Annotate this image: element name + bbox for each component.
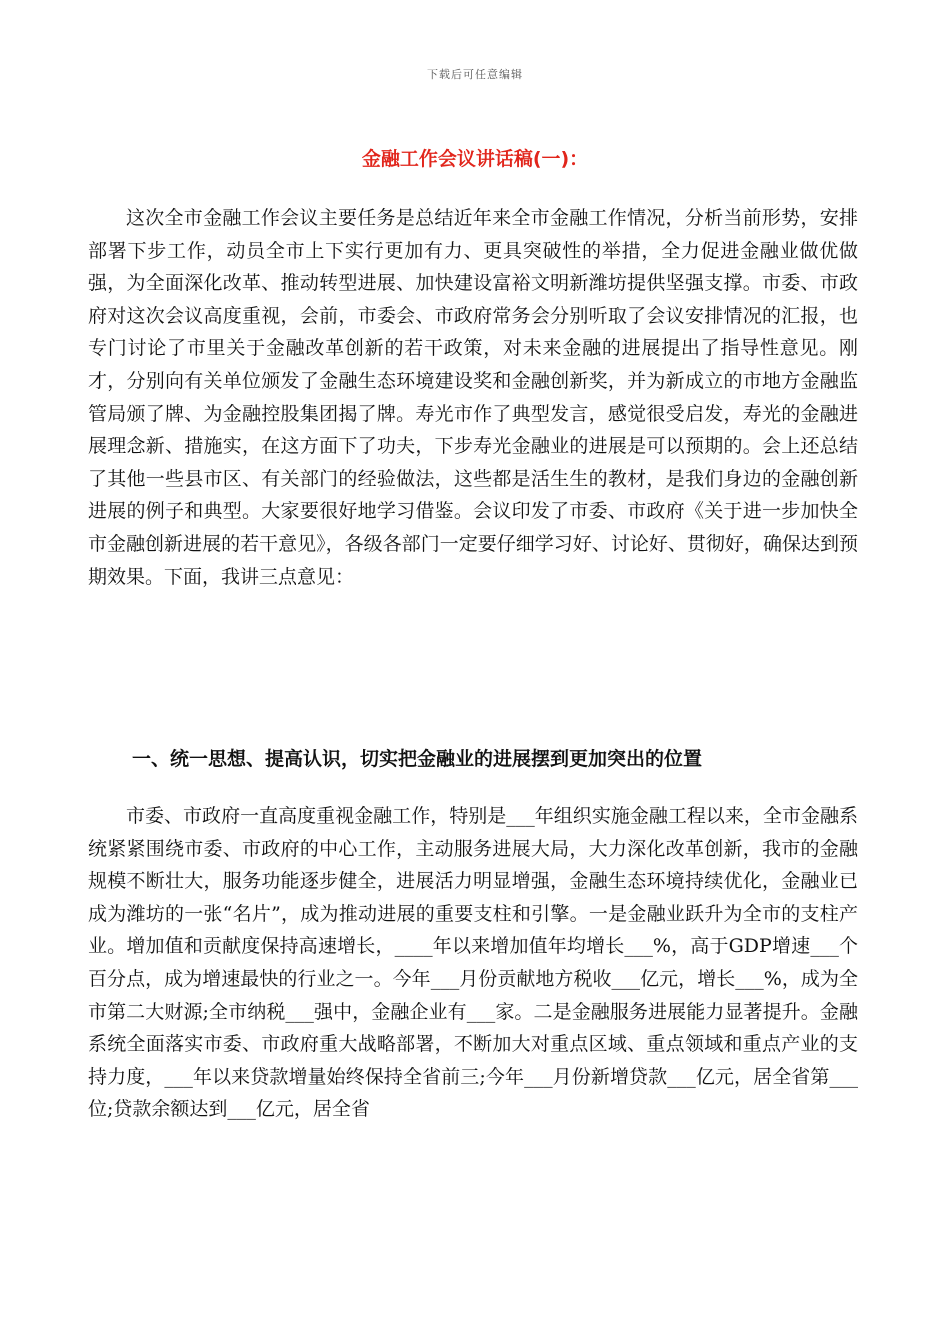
- document-title: 金融工作会议讲话稿(一)：: [361, 148, 589, 170]
- paragraph-section-1: 市委、市政府一直高度重视金融工作，特别是___年组织实施金融工程以来，全市金融系统紧紧围绕市委、市政府的中心工作，主动服务进展大局，大力深化改革创新，我市的金融规模不断壮大，服务功能逐步健全，进展活力明显增强，金融生态环境持续优化，金融业已成为潍坊的一张“名片”，成为推动进展的重要支柱和引擎。一是金融业跃升为全市的支柱产业。增加值和贡献度保持高速增长，____年以来增加值年均增长___%，高于GDP增速___个百分点，成为增速最快的行业之一。今年___月份贡献地方税收___亿元，增长___%，成为全市第二大财源;全市纳税___强中，金融企业有___家。二是金融服务进展能力显著提升。金融系统全面落实市委、市政府重大战略部署，不断加大对重点区域、重点领域和重点产业的支持力度，___年以来贷款增量始终保持全省前三;今年___月份新增贷款___亿元，居全省第___位;贷款余额达到___亿元，居全省: [88, 805, 858, 1121]
- section-heading: 一、统一思想、提高认识，切实把金融业的进展摆到更加突出的位置: [132, 748, 703, 770]
- paragraph-intro: 这次全市金融工作会议主要任务是总结近年来全市金融工作情况，分析当前形势，安排部署下步工作，动员全市上下实行更加有力、更具突破性的举措，全力促进金融业做优做强，为全面深化改革、推动转型进展、加快建设富裕文明新潍坊提供坚强支撑。市委、市政府对这次会议高度重视，会前，市委会、市政府常务会分别听取了会议安排情况的汇报，也专门讨论了市里关于金融改革创新的若干政策，对未来金融的进展提出了指导性意见。刚才，分别向有关单位颁发了金融生态环境建设奖和金融创新奖，并为新成立的市地方金融监管局颁了牌、为金融控股集团揭了牌。寿光市作了典型发言，感觉很受启发，寿光的金融进展理念新、措施实，在这方面下了功夫，下步寿光金融业的进展是可以预期的。会上还总结了其他一些县市区、有关部门的经验做法，这些都是活生生的教材，是我们身边的金融创新进展的例子和典型。大家要很好地学习借鉴。会议印发了市委、市政府《关于进一步加快全市金融创新进展的若干意见》，各级各部门一定要仔细学习好、讨论好、贯彻好，确保达到预期效果。下面，我讲三点意见：: [88, 207, 858, 588]
- header-note: 下载后可任意编辑: [427, 68, 523, 81]
